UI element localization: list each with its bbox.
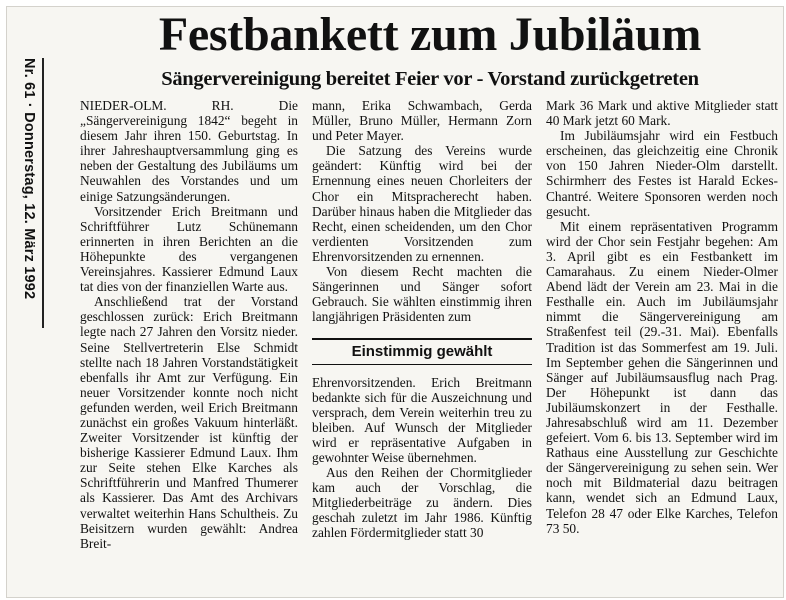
paragraph: Aus den Reihen der Chormitglieder kam auch der Vorschlag, die Mitgliederbeiträge zu ändern. Dies geschah zuletzt im Jahr 1986. Künftig zahlen Fördermitglieder statt 30	[312, 465, 532, 541]
article-column-1	[80, 98, 298, 551]
paragraph: Die Satzung des Vereins wurde geändert: Künftig wird bei der Ernennung eines neuen Chorleiters der Chor ein Mitspracherecht haben. Darüber hinaus haben die Mitglieder das Recht, einen scheidenden, um den Chor verdienten Vorsitzenden zum Ehrenvorsitzenden zu ernennen.	[312, 143, 532, 264]
paragraph: Mark 36 Mark und aktive Mitglieder statt 40 Mark jetzt 60 Mark.	[546, 98, 778, 129]
paragraph: NIEDER-OLM. RH. Die „Sängervereinigung 1842“ begeht in diesem Jahr ihren 150. Geburtstag. In ihrer Jahreshauptversammlung ging es neben der Gestaltung des Jubiläums um Neuwahlen des Vorstandes und um einige Satzungsänderungen.	[80, 98, 298, 204]
paragraph: Vorsitzender Erich Breitmann und Schriftführer Lutz Schünemann erinnerten in ihren Berichten an die Höhepunkte des vergangenen Vereinsjahres. Kassierer Edmund Laux tat dies von der finanziellen Warte aus.	[80, 203, 298, 295]
issue-date: Nr. 61 · Donnerstag, 12. März 1992	[21, 58, 37, 300]
issue-date-strip	[16, 58, 44, 328]
article-column-3	[546, 98, 778, 536]
paragraph: Mit einem repräsentativen Programm wird der Chor sein Festjahr begehen: Am 3. April gibt es ein Festbankett im Camarahaus. Zu einem Nieder-Olmer Abend lädt der Verein am 23. Mai in die Festhalle ein. Auch im Jubiläumsjahr nimmt die Sängervereinigung am Straßenfest teil (29.-31. Mai). Ebenfalls Tradition ist das Sommerfest am 19. Juli. Im September gehen die Sängerinnen und Sänger auf Jubiläumsausflug nach Prag. Der Höhepunkt ist dann das Jubiläumskonzert in der Festhalle. Jahresabschluß wird am 11. Dezember gefeiert. Vom 6. bis 13. September wird im Rathaus eine Ausstellung zur Geschichte der Sängervereinigung zu sehen sein. Wer noch mit Bildmaterial dazu beitragen kann, wendet sich an Edmund Laux, Telefon 28 47 oder Elke Karches, Telefon 73 50.	[546, 218, 778, 536]
paragraph: Im Jubiläumsjahr wird ein Festbuch erscheinen, das gleichzeitig eine Chronik von 150 Jahren Nieder-Olm darstellt. Schirmherr des Festes ist Harald Eckes-Chantré. Weitere Sponsoren werden noch gesucht.	[546, 128, 778, 219]
paragraph: Von diesem Recht machten die Sängerinnen und Sänger sofort Gebrauch. Sie wählten einstimmig ihren langjährigen Präsidenten zum	[312, 264, 532, 325]
headline: Festbankett zum Jubiläum	[158, 8, 702, 61]
paragraph: Ehrenvorsitzenden. Erich Breitmann bedankte sich für die Auszeichnung und versprach, dem Verein weiterhin treu zu bleiben. Auf Wunsch der Mitglieder wird er repräsentative Aufgaben in gewohnter Weise übernehmen.	[312, 374, 532, 465]
article-column-2	[312, 98, 532, 541]
paragraph: mann, Erika Schwambach, Gerda Müller, Bruno Müller, Hermann Zorn und Peter Mayer.	[312, 98, 532, 144]
section-kicker: Einstimmig gewählt	[312, 338, 532, 364]
paragraph: Anschließend trat der Vorstand geschlossen zurück: Erich Breitmann legte nach 27 Jahren den Vorsitz nieder. Seine Stellvertreterin Else Schmidt stellte nach 18 Jahren Vorstandstätigkeit ebenfalls ihr Amt zur Verfügung. Ein neuer Vorsitzender konnte noch nicht gefunden werden, weil Erich Breitmann zunächst ein großes Vakuum hinterläßt. Zweiter Vorsitzender ist künftig der bisherige Kassierer Edmund Laux. Ihm zur Seite stehen Elke Karches als Schriftführerin und Manfred Thumerer als Kassierer. Das Amt des Archivars verwaltet weiterhin Hans Schultheis. Zu Beisitzern wurden gewählt: Andrea Breit-	[80, 294, 298, 551]
subheadline: Sängervereinigung bereitet Feier vor - Vorstand zurückgetreten	[161, 68, 699, 90]
